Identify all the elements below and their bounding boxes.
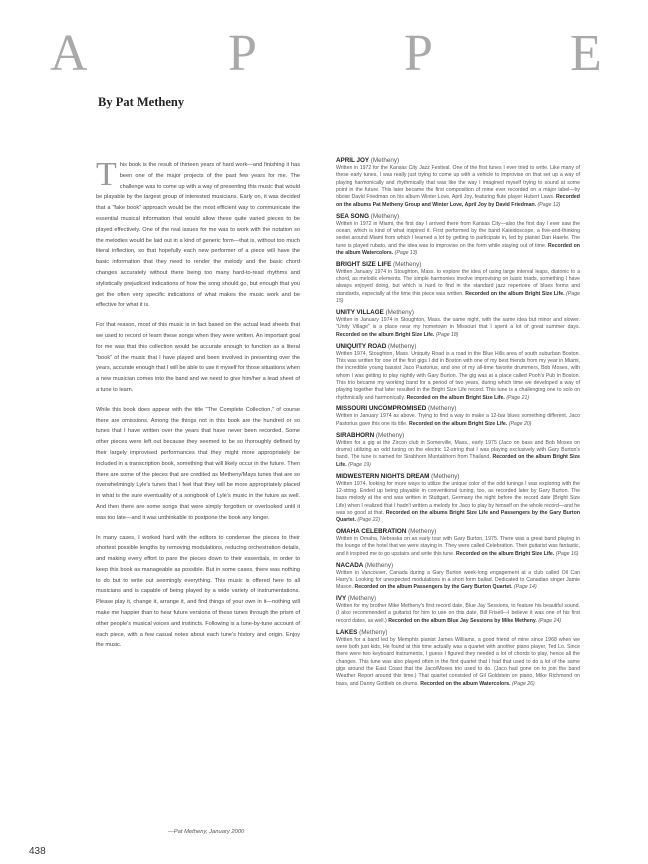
song-composer: (Metheny) bbox=[431, 472, 460, 480]
song-text: Written for my brother Mike Metheny's first record date, Blue Jay Sessions, to feature his beautiful sound. (I also recommended a guitarist for him to use on this date, Bill Frisell—I believe it was one of his first record dates, as well.) bbox=[336, 603, 580, 624]
song-description bbox=[336, 165, 580, 209]
song-composer: (Metheny) bbox=[388, 342, 417, 350]
song-composer: (Metheny) bbox=[375, 431, 405, 439]
song-composer: (Metheny) bbox=[359, 628, 388, 636]
recording-info: Recorded on the album Bright Size Life. bbox=[406, 394, 505, 401]
song-title-text: APRIL JOY bbox=[336, 157, 370, 164]
recording-info: Recorded on the album Bright Size Life. bbox=[336, 454, 580, 468]
song-title-text: OMAHA CELEBRATION bbox=[336, 528, 407, 536]
song-description bbox=[336, 570, 580, 592]
page-reference: (Page 19) bbox=[348, 461, 371, 468]
song-composer: (Metheny) bbox=[385, 309, 414, 316]
page-reference: (Page 16) bbox=[555, 550, 579, 557]
song-composer: (Metheny) bbox=[408, 528, 437, 536]
song-title bbox=[336, 431, 580, 440]
song-title-text: SEA SONG bbox=[336, 212, 370, 220]
intro-paragraph: While this book does appear with the title "The Complete Collection," of course there are omissions. Among the things not in this book are the hundred or so tunes that I have written over the years that have never been recorded. Some other pieces were left out because they seemed to be so thoroughly defined by their largely improvised performances that they might more appropriately be included in a transcription book, something that will likely occur in the future. Then there are some of the pieces that are credited as Metheny/Mays tunes that are so overwhelmingly Lyle's tunes that I feel that they will be more appropriately placed in what is the sure eventuality of a songbook of Lyle's music in the future as well. And then there are some songs that were simply forgotten or overlooked until it was too late—and it was unthinkable to postpone the book any longer. bbox=[96, 406, 300, 521]
song-text: Written for a band led by Memphis pianist James Williams, a good friend of mine since 1968 when we were both just kids. He found at this time actually was a quartet with another piano player, Ted Lo. Since there were two keyboard instruments, I guess I figured they needed a lot of chords to play, hence all the changes. This tune was also played often in the first quartet that I had that used to do a lot of the same gigs around the East Coast that the Jaco/Moses trio used to do. (Jaco had gone on to join the band Weather Report around this time.) That quartet consisted of Gil Goldstein on piano, Mike Richmond on bass, and Danny Gottlieb on drums. bbox=[336, 636, 580, 687]
song-title bbox=[336, 308, 580, 317]
song-text: Written 1974, looking for more ways to utilize the unique color of the odd tunings I was exploring with the 12-string. Ended up being playable in conventional tuning, too, as recorded later by Gary Burton. The bass melody at the end was written in Stuttgart, Germany the night before the record date (Bright Size Life) when I realized that I hadn't written a melody for Jaco to play by himself on the whole record—and he was so good at that. bbox=[336, 480, 580, 516]
song-composer: (Metheny) bbox=[370, 157, 400, 164]
song-composer: (Metheny) bbox=[364, 561, 394, 569]
song-title-text: UNITY VILLAGE bbox=[336, 309, 384, 316]
recording-info: Recorded on the album Bright Size Life. bbox=[408, 420, 508, 427]
song-text: Written in 1972 in Miami, the first day I arrived there from Kansas City—also the first day I ever saw the ocean, which is kind of what inspired it. First performed by the band Kaleidoscope, a five-and-thinking sextet around Miami from which I learned a lot by getting to participate in, led by pianist Dan Haerle. The tune is played rubato, and the idea was to improvise on the form while staying out of time. bbox=[336, 220, 580, 249]
song-description bbox=[336, 536, 580, 558]
song-composer: (Metheny) bbox=[393, 260, 422, 268]
drop-cap: T bbox=[96, 156, 117, 193]
page-number: 438 bbox=[29, 846, 46, 857]
page-reference: (Page 15) bbox=[336, 290, 580, 305]
song-title-text: UNIQUITY ROAD bbox=[336, 342, 387, 350]
song-title-text: LAKES bbox=[336, 628, 358, 636]
song-description bbox=[336, 637, 580, 688]
song-title-text: NACADA bbox=[336, 561, 364, 569]
page-reference: (Page 14) bbox=[513, 584, 537, 591]
intro-paragraph: For that reason, most of this music is in fact based on the actual lead sheets that we used to record or learn these songs when they were written. An important goal for me was that this collection would be accurate enough to function as a literal "book" of the music that I have played and been involved in presenting over the years, accurate enough that I will be able to use it myself for those situations when a new musician comes into the band and we need to give him/her a lead sheet of a tune to learn. bbox=[96, 322, 300, 393]
song-description bbox=[336, 317, 580, 339]
song-title-text: BRIGHT SIZE LIFE bbox=[336, 260, 392, 268]
song-entry bbox=[336, 527, 580, 558]
song-description bbox=[336, 413, 580, 428]
song-title-text: MISSOURI UNCOMPROMISED bbox=[336, 405, 427, 413]
song-description bbox=[336, 481, 580, 525]
recording-info: Recorded on the album Bright Size Life. bbox=[455, 550, 555, 557]
song-title bbox=[336, 342, 580, 351]
song-description bbox=[336, 440, 580, 469]
song-composer: (Metheny) bbox=[370, 212, 400, 220]
song-composer: (Metheny) bbox=[347, 595, 377, 603]
song-entry bbox=[336, 594, 580, 625]
song-title bbox=[336, 212, 580, 221]
song-title bbox=[336, 561, 580, 570]
song-entry bbox=[336, 342, 580, 402]
song-text: Written in January 1974 in Stoughton, Mass. the same night, with the same idea but minor and slower. "Unity Village" is a place near my hometown in Missouri that I spent a lot of great summer days. bbox=[336, 317, 580, 331]
signature: —Pat Metheny, January 2000 bbox=[168, 829, 245, 835]
page-reference: (Page 21) bbox=[506, 394, 530, 401]
song-text: Written 1974, Stoughton, Mass. Uniquity Road is a road in the Blue Hills area of south suburban Boston. This was written for one of the first gigs I did in Boston with one of my best friends from my year in Miami, the incredible young bassist Jaco Pastorius, and one of my all-time favorite drummers, Bob Moses, with whom I was getting to play nightly with Gary Burton. The gig was at a place called Pooh's Pub in Boston. This trio became my working band for a period of two years, during which time we developed a way of playing together that later resulted in the Bright Size Life record. This tune is a challenging one to solo on rhythmically and harmonically. bbox=[336, 350, 580, 401]
recording-info: Recorded on the album Bright Size Life. bbox=[465, 290, 565, 297]
page-reference: (Page 18) bbox=[435, 331, 459, 338]
page-reference: (Page 26) bbox=[512, 680, 535, 687]
header-letter: P bbox=[404, 25, 433, 82]
song-title-text: MIDWESTERN NIGHTS DREAM bbox=[336, 472, 430, 480]
recording-info: Recorded on the album Blue Jay Sessions by Mike Metheny. bbox=[388, 617, 537, 624]
header-letter: E bbox=[570, 25, 602, 82]
page-reference: (Page 22) bbox=[357, 517, 381, 524]
song-title bbox=[336, 628, 580, 637]
song-description bbox=[336, 603, 580, 625]
song-title bbox=[336, 472, 580, 481]
song-entry bbox=[336, 156, 580, 209]
song-description bbox=[336, 351, 580, 402]
paragraph-text: his book is the result of thirteen years of hard work—and finishing it has been one of the major projects of the past few years for me. The challenge was to come up with a way of presenting this music that would be playable by the largest group of interested musicians. Early on, it was decided that a "fake book" approach would be the most efficient way to communicate the essential musical information that would allow these quite varied pieces to be played effectively. One of the real issues for me was to work with the notation so the melodies would be laid out in a kind of generic form—that is, without too much literal inflection, so that hopefully each new performer of a piece will have the basic information that they need to render the melody and the basic chord changes accurately without there being too many hard-to-read rhythms and stylistically prejudiced indications of how the song should go, but enough that you get the often very specific indications of what makes the music work and be effective for what it is. bbox=[96, 162, 300, 309]
song-title-text: SIRABHORN bbox=[336, 431, 375, 439]
header-letter: P bbox=[228, 25, 257, 82]
song-title bbox=[336, 156, 580, 165]
header-letter: A bbox=[50, 25, 88, 82]
page-reference: (Page 12) bbox=[537, 201, 561, 208]
song-description bbox=[336, 221, 580, 258]
song-composer: (Metheny) bbox=[428, 405, 457, 413]
intro-paragraph: In many cases, I worked hard with the editors to condense the pieces to their shortest possible lengths by removing modulations, reducing orchestration details, and making every effort to pare the pieces down to their essentials, in order to keep this book as manageable as possible. But in some cases, there was nothing to do but to write out seemingly everything. This music is offered here to all musicians and is capable of being played by a wide variety of instrumentations. Please play it, change it, arrange it, and find things of your own in it—nothing will make me happier than to hear future versions of these tunes through the prism of other people's musical voices and instincts. Following is a tune-by-tune account of each piece, with a few casual notes about each tune's history and origin. Enjoy the music. bbox=[96, 534, 300, 649]
recording-info: Recorded on the albums Bright Size Life and Passengers by the Gary Burton Quartet. bbox=[336, 509, 580, 524]
song-text: Written in Vancouver, Canada during a Gary Burton week-long engagement at a club called Oil Can Harry's. Looking for unexpected modulations in a short form ballad. Dedicated to Canadian singer Jamie Mason. bbox=[336, 569, 580, 591]
intro-column bbox=[96, 156, 300, 660]
song-entry bbox=[336, 431, 580, 469]
recording-info: Recorded on the album Watercolors. bbox=[336, 242, 580, 256]
song-title bbox=[336, 527, 580, 536]
song-entry bbox=[336, 260, 580, 306]
song-text: Written January 1974 in Stoughton, Mass. to explore the idea of using large interval leaps, diatonic to a chord, as melodic elements. The simple harmonies involve improvising on basic triads, something I have always enjoyed doing, but which is hard to find in the standard jazz repertoire of blues forms and standards, especially at the time this piece was written. bbox=[336, 268, 580, 297]
intro-paragraph bbox=[96, 156, 300, 311]
recording-info: Recorded on the albums Pat Metheny Group and Winter Love, April Joy by David Friedman. bbox=[336, 194, 580, 208]
byline: By Pat Metheny bbox=[98, 95, 185, 109]
page-reference: (Page 24) bbox=[538, 617, 562, 624]
song-entry bbox=[336, 628, 580, 688]
song-text: Written in January 1974 as above. Trying to find a way to make a 12-bar blues something different. Jaco Pastorius gave this one its title. bbox=[336, 413, 580, 427]
page-reference: (Page 20) bbox=[508, 420, 532, 427]
song-entry bbox=[336, 472, 580, 525]
song-title-text: IVY bbox=[336, 595, 347, 603]
page-reference: (Page 13) bbox=[394, 249, 418, 256]
song-entry bbox=[336, 404, 580, 428]
song-text: Written in 1972 for the Kansas City Jazz Festival. One of the first tunes I ever tried to write. Like many of these early tunes, I was really just trying to come up with a vehicle to improvise on that set up a way of playing harmonically and rhythmically that was like the way I imagined myself trying to sound at some point in the future. This later became the first composition of mine ever recorded on a major label—by oboist David Friedman on his album Winter Love, April Joy, featuring flute player Hubert Laws. bbox=[336, 165, 580, 201]
recording-info: Recorded on the album Bright Size Life. bbox=[336, 331, 435, 338]
song-title bbox=[336, 260, 580, 269]
song-entry bbox=[336, 561, 580, 592]
song-title bbox=[336, 594, 580, 603]
song-description bbox=[336, 269, 580, 306]
song-text: Written in Omaha, Nebraska on an early tour with Gary Burton, 1975. There was a great band playing in the lounge of the hotel that we were staying in. They were called Celebration. Their guitarist was fantastic, and it inspired me to go upstairs and write this tune. bbox=[336, 536, 580, 557]
recording-info: Recorded on the album Watercolors. bbox=[420, 680, 511, 687]
song-entry bbox=[336, 212, 580, 258]
recording-info: Recorded on the album Passengers by the Gary Burton Quartet. bbox=[354, 584, 513, 591]
song-title bbox=[336, 404, 580, 413]
song-notes-column bbox=[336, 156, 580, 691]
song-entry bbox=[336, 308, 580, 339]
song-text: Written for a gig at the Zircon club in Somerville, Mass., early 1975 (Jaco on bass and Bob Moses on drums) utilizing an odd tuning on the electric 12-string that I was playing exclusively with Gary Burton's band. The tune is named for Sirabhorn Muntabhorn from Thailand. bbox=[336, 439, 580, 461]
